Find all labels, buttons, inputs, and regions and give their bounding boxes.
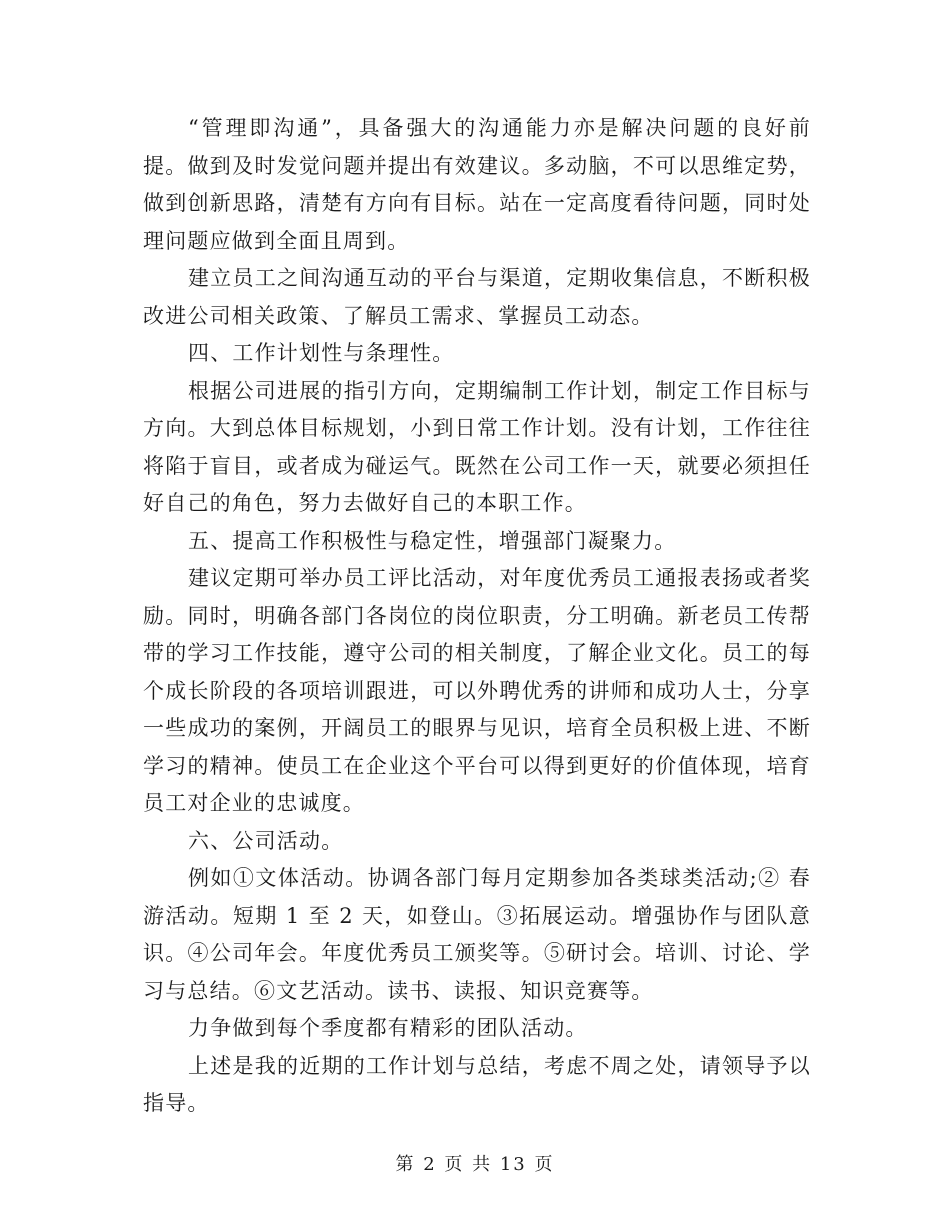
- paragraph-communication: “管理即沟通”，具备强大的沟通能力亦是解决问题的良好前提。做到及时发觉问题并提出有效建议。多动脑，不可以思维定势，做到创新思路，清楚有方向有目标。站在一定高度看待问题，同时处理问题应做到全面且周到。: [143, 116, 811, 253]
- paragraph-activities: 例如①文体活动。协调各部门每月定期参加各类球类活动;② 春游活动。短期 1 至 2 天，如登山。③拓展运动。增强协作与团队意识。④公司年会。年度优秀员工颁奖等。⑤研讨会。培训、讨论、学习与总结。⑥文艺活动。读书、读报、知识竞赛等。: [143, 866, 811, 1003]
- document-body: [143, 110, 811, 1123]
- section-heading-6: 六、公司活动。: [188, 828, 344, 853]
- section-heading-4: 四、工作计划性与条理性。: [188, 341, 455, 365]
- paragraph-conclusion: 上述是我的近期的工作计划与总结，考虑不周之处，请领导予以指导。: [143, 1053, 811, 1115]
- paragraph-work-plan: 根据公司进展的指引方向，定期编制工作计划，制定工作目标与方向。大到总体目标规划，小到日常工作计划。没有计划，工作往往将陷于盲目，或者成为碰运气。既然在公司工作一天，就要必须担任好自己的角色，努力去做好自己的本职工作。: [143, 378, 811, 515]
- section-heading-5: 五、提高工作积极性与稳定性，增强部门凝聚力。: [188, 528, 677, 553]
- page-footer: [0, 1150, 950, 1176]
- paragraph-employee-evaluation: 建议定期可举办员工评比活动，对年度优秀员工通报表扬或者奖励。同时，明确各部门各岗位的岗位职责，分工明确。新老员工传帮带的学习工作技能，遵守公司的相关制度，了解企业文化。员工的每个成长阶段的各项培训跟进，可以外聘优秀的讲师和成功人士，分享一些成功的案例，开阔员工的眼界与见识，培育全员积极上进、不断学习的精神。使员工在企业这个平台可以得到更好的价值体现，培育员工对企业的忠诚度。: [143, 566, 811, 815]
- page-number-label: 第 2 页 共 13 页: [395, 1154, 555, 1175]
- paragraph-quarterly-goal: 力争做到每个季度都有精彩的团队活动。: [188, 1016, 588, 1040]
- paragraph-platform: 建立员工之间沟通互动的平台与渠道，定期收集信息，不断积极改进公司相关政策、了解员工需求、掌握员工动态。: [143, 266, 811, 328]
